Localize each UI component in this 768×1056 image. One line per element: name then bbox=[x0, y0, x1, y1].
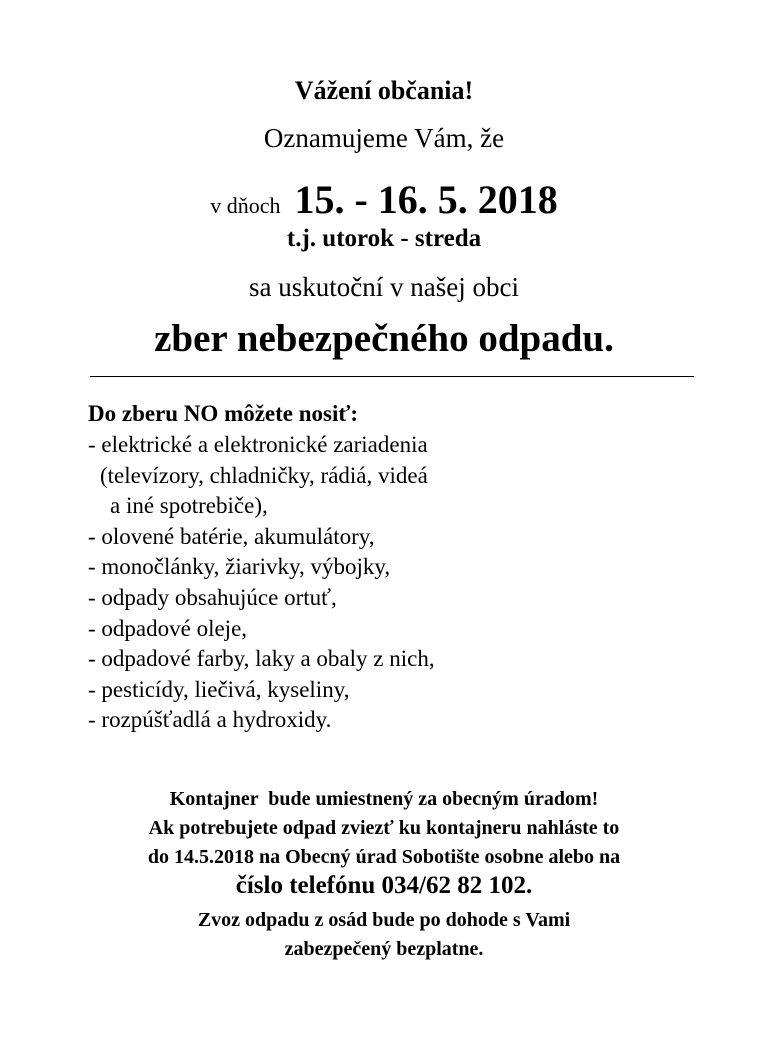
date-line bbox=[0, 176, 768, 223]
list-item: - monočlánky, žiarivky, výbojky, bbox=[88, 554, 391, 580]
transport-line-1: Zvoz odpadu z osád bude po dohode s Vami bbox=[197, 909, 571, 931]
list-item: - elektrické a elektronické zariadenia bbox=[88, 432, 428, 457]
event-date: 15. - 16. 5. 2018 bbox=[294, 177, 558, 222]
list-item: - olovené batérie, akumulátory, bbox=[88, 523, 375, 549]
announcement: Oznamujeme Vám, že bbox=[263, 123, 505, 153]
phone-number: číslo telefónu 034/62 82 102. bbox=[235, 872, 533, 899]
list-item: - odpady obsahujúce ortuť, bbox=[88, 584, 337, 610]
weekdays: t.j. utorok - streda bbox=[286, 225, 482, 252]
report-line-1: Ak potrebujete odpad zviezť ku kontajneru nahláste to bbox=[148, 817, 620, 839]
greeting: Vážení občania! bbox=[294, 76, 474, 105]
container-location: Kontajner bude umiestnený za obecným úradom! bbox=[169, 788, 599, 810]
list-item: - rozpúšťadlá a hydroxidy. bbox=[88, 707, 332, 733]
divider bbox=[90, 376, 694, 377]
place-line: sa uskutoční v našej obci bbox=[249, 272, 519, 302]
report-line-2: do 14.5.2018 na Obecný úrad Sobotište osobne alebo na bbox=[147, 846, 621, 868]
section-title: Do zberu NO môžete nosiť: bbox=[88, 401, 359, 426]
list-item: a iné spotrebiče), bbox=[110, 493, 268, 519]
headline: zber nebezpečného odpadu. bbox=[154, 317, 614, 360]
list-item: - pesticídy, liečivá, kyseliny, bbox=[88, 676, 350, 702]
transport-line-2: zabezpečený bezplatne. bbox=[284, 938, 484, 960]
list-item: (televízory, chladničky, rádiá, videá bbox=[100, 462, 428, 488]
date-prefix: v dňoch bbox=[210, 193, 281, 218]
list-item: - odpadové oleje, bbox=[88, 615, 248, 641]
accepted-items-section bbox=[88, 398, 708, 736]
list-item: - odpadové farby, laky a obaly z nich, bbox=[88, 646, 435, 672]
